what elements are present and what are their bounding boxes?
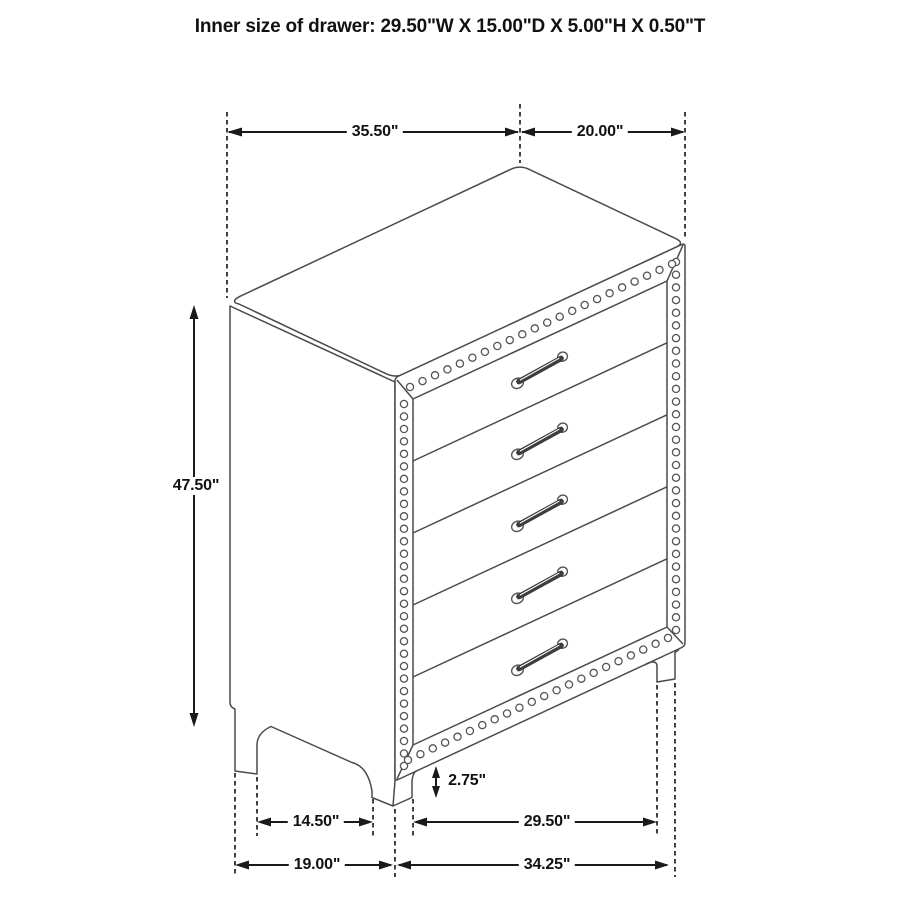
nailhead-dot (400, 713, 407, 720)
nailhead-dot (519, 331, 526, 338)
nailhead-dot (429, 745, 436, 752)
dim-label-depth-base: 19.00" (289, 856, 345, 874)
nailhead-dot (406, 383, 413, 390)
nailhead-dot (400, 463, 407, 470)
nailhead-dot (581, 301, 588, 308)
dim-label-top-depth: 20.00" (572, 123, 628, 141)
diagram-title: Inner size of drawer: 29.50"W X 15.00"D X 5.00"H X 0.50"T (194, 16, 706, 37)
nailhead-dot (672, 538, 679, 545)
nailhead-dot (672, 563, 679, 570)
nailhead-dot (672, 309, 679, 316)
nailhead-dot (672, 436, 679, 443)
nailhead-dot (672, 335, 679, 342)
nailhead-dot (556, 313, 563, 320)
nailhead-dot (615, 658, 622, 665)
nailhead-dot (466, 727, 473, 734)
nailhead-dot (400, 613, 407, 620)
nailhead-dot (672, 614, 679, 621)
nailhead-dot (672, 297, 679, 304)
nailhead-dot (672, 398, 679, 405)
nailhead-dot (400, 650, 407, 657)
nailhead-dot (652, 640, 659, 647)
nailhead-dot (619, 284, 626, 291)
nailhead-dot (404, 756, 411, 763)
nailhead-dot (531, 325, 538, 332)
nailhead-dot (442, 739, 449, 746)
nailhead-dot (431, 372, 438, 379)
nailhead-dot (672, 322, 679, 329)
nailhead-dot (672, 525, 679, 532)
nailhead-dot (400, 638, 407, 645)
nailhead-dot (569, 307, 576, 314)
nailhead-dot (400, 575, 407, 582)
nailhead-dot (400, 625, 407, 632)
nailhead-dot (506, 337, 513, 344)
nailhead-dot (672, 500, 679, 507)
nailhead-dot (400, 588, 407, 595)
dim-label-side-leg-span: 14.50" (288, 813, 344, 831)
nailhead-dot (400, 400, 407, 407)
nailhead-dot (503, 710, 510, 717)
nailhead-dot (672, 550, 679, 557)
nailhead-dot (672, 576, 679, 583)
dim-label-width-base: 34.25" (519, 856, 575, 874)
nailhead-dot (672, 411, 679, 418)
nailhead-dot (672, 512, 679, 519)
nailhead-dot (400, 425, 407, 432)
nailhead-dot (417, 751, 424, 758)
nailhead-dot (454, 733, 461, 740)
nailhead-dot (594, 296, 601, 303)
nailhead-dot (672, 271, 679, 278)
chest-body (230, 167, 685, 806)
nailhead-dot (400, 725, 407, 732)
nailhead-dot (578, 675, 585, 682)
nailhead-dot (672, 449, 679, 456)
nailhead-dot (444, 366, 451, 373)
dim-label-top-width: 35.50" (347, 123, 403, 141)
nailhead-dot (400, 450, 407, 457)
nailhead-dot (672, 385, 679, 392)
nailhead-dot (481, 348, 488, 355)
left-side-panel (230, 306, 395, 806)
nailhead-dot (479, 722, 486, 729)
nailhead-dot (400, 413, 407, 420)
nailhead-dot (541, 693, 548, 700)
nailhead-dot (672, 487, 679, 494)
nailhead-dot (400, 550, 407, 557)
nailhead-dot (672, 474, 679, 481)
nailhead-dot (668, 260, 675, 267)
nailhead-dot (603, 663, 610, 670)
nailhead-dot (494, 342, 501, 349)
nailhead-dot (400, 475, 407, 482)
nailhead-dot (469, 354, 476, 361)
nailhead-dot (656, 266, 663, 273)
nailhead-dot (672, 588, 679, 595)
nailhead-dot (643, 272, 650, 279)
nailhead-dot (631, 278, 638, 285)
nailhead-dot (672, 347, 679, 354)
nailhead-dot (672, 461, 679, 468)
nailhead-dot (606, 290, 613, 297)
nailhead-dot (400, 737, 407, 744)
nailhead-dot (456, 360, 463, 367)
nailhead-dot (627, 652, 634, 659)
nailhead-dot (400, 438, 407, 445)
nailhead-dot (565, 681, 572, 688)
nailhead-dot (672, 626, 679, 633)
nailhead-dot (491, 716, 498, 723)
nailhead-dot (400, 675, 407, 682)
nailhead-dot (672, 360, 679, 367)
nailhead-dot (553, 687, 560, 694)
nailhead-dot (590, 669, 597, 676)
nailhead-dot (672, 601, 679, 608)
nailhead-dot (528, 698, 535, 705)
nailhead-dot (400, 513, 407, 520)
nailhead-dot (544, 319, 551, 326)
nailhead-dot (400, 700, 407, 707)
nailhead-dot (419, 378, 426, 385)
nailhead-dot (664, 634, 671, 641)
nailhead-dot (400, 488, 407, 495)
nailhead-dot (516, 704, 523, 711)
nailhead-dot (400, 525, 407, 532)
dim-label-front-leg-span: 29.50" (519, 813, 575, 831)
nailhead-dot (400, 538, 407, 545)
dim-label-leg-height: 2.75" (448, 772, 486, 789)
nailhead-dot (400, 500, 407, 507)
nailhead-dot (400, 600, 407, 607)
nailhead-dot (672, 373, 679, 380)
nailhead-dot (400, 663, 407, 670)
nailhead-dot (672, 284, 679, 291)
dim-label-height: 47.50" (168, 477, 224, 495)
nailhead-dot (400, 688, 407, 695)
nailhead-dot (400, 563, 407, 570)
nailhead-dot (672, 423, 679, 430)
nailhead-dot (640, 646, 647, 653)
